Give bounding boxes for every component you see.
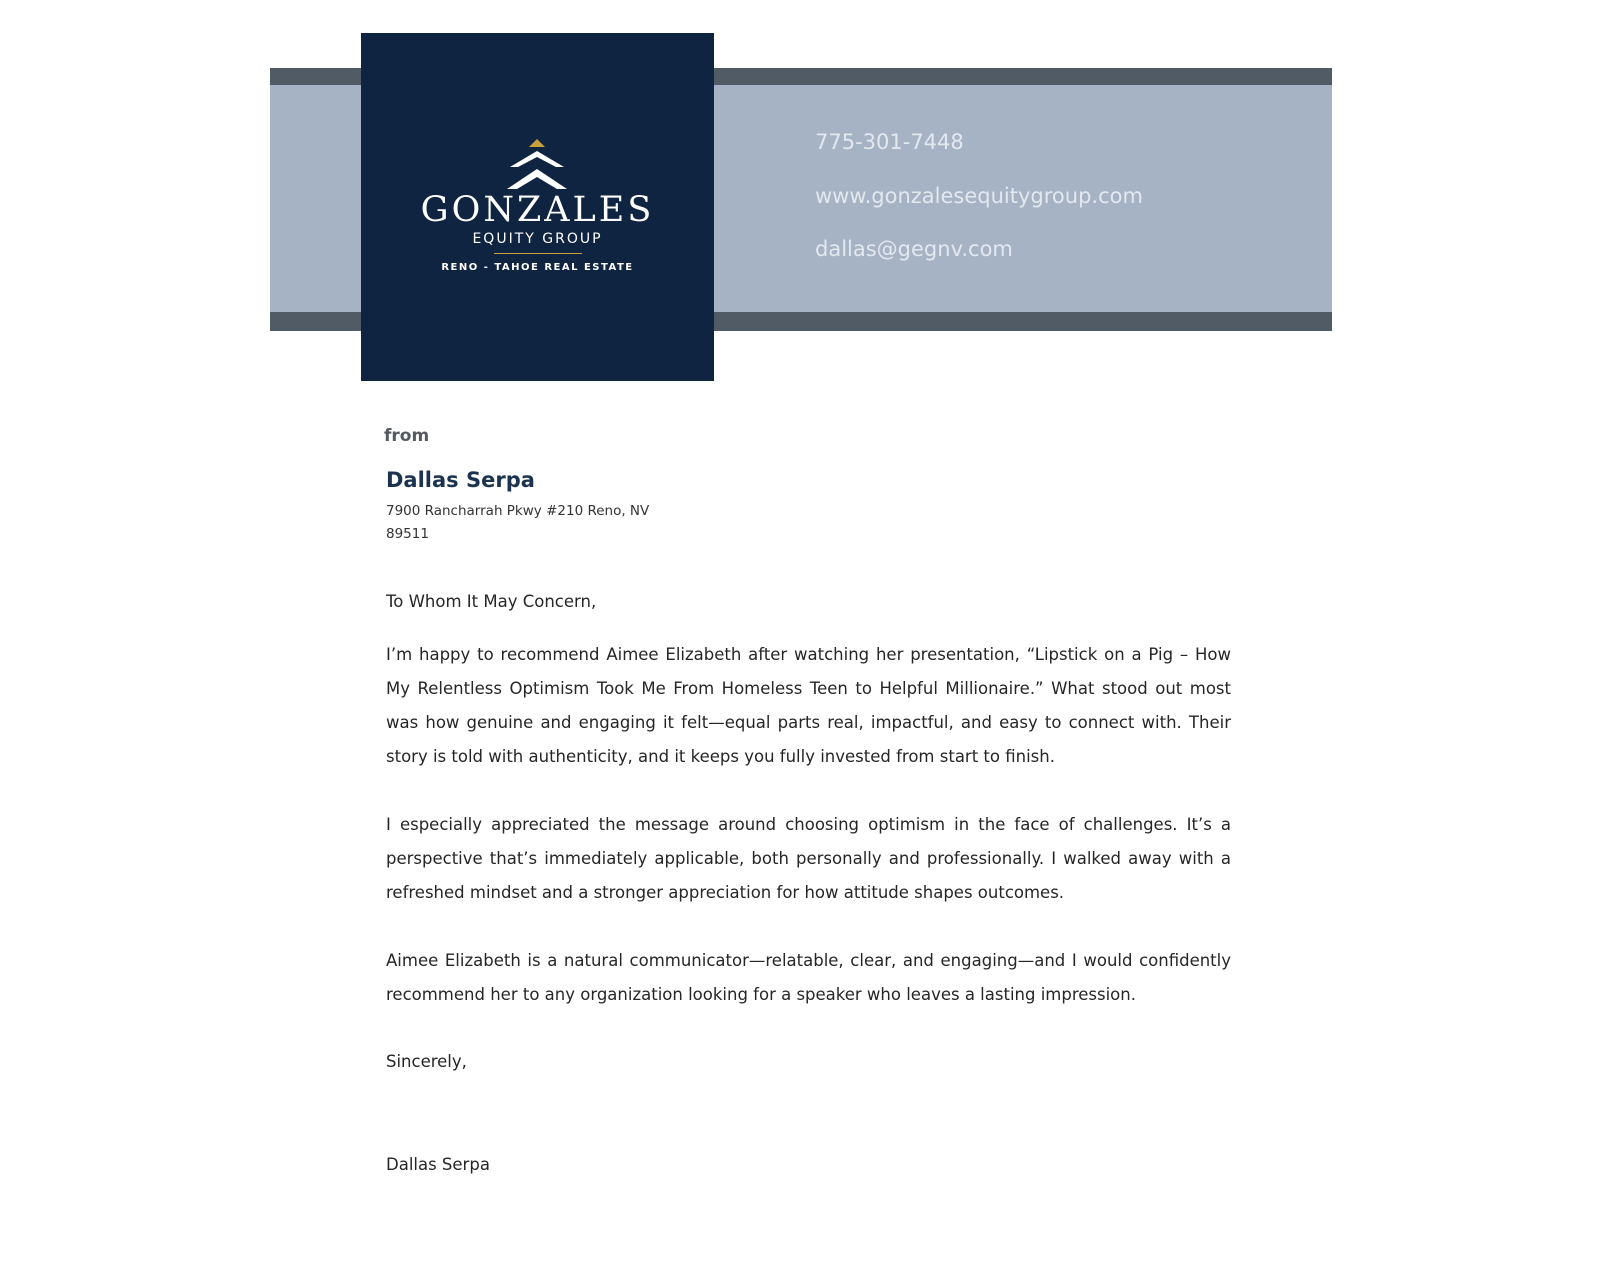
roof-chevron-icon: [504, 139, 570, 193]
contact-website: www.gonzalesequitygroup.com: [815, 184, 1143, 208]
sender-address-line2: 89511: [386, 526, 429, 542]
body-paragraph-1: I’m happy to recommend Aimee Elizabeth after watching her presentation, “Lipstick on a Pig – How My Relentless Optimism Took Me From Homeless Teen to Helpful Millionaire.” What stood out most was how genuine and engaging it felt—equal parts real, impactful, and easy to connect with. Their story is told with authenticity, and it keeps you fully invested from start to finish.: [386, 645, 1231, 766]
from-label: from: [384, 426, 430, 446]
logo-divider: [494, 253, 582, 254]
logo-tagline: RENO - TAHOE REAL ESTATE: [441, 262, 634, 273]
closing: Sincerely,: [386, 1052, 467, 1071]
contact-phone: 775-301-7448: [815, 130, 964, 154]
signature-name: Dallas Serpa: [386, 1155, 490, 1174]
company-logo: [361, 33, 714, 381]
logo-subtitle: EQUITY GROUP: [472, 231, 603, 247]
contact-email: dallas@gegnv.com: [815, 237, 1013, 261]
salutation: To Whom It May Concern,: [386, 592, 597, 611]
body-paragraph-2: I especially appreciated the message around choosing optimism in the face of challenges. It’s a perspective that’s immediately applicable, both personally and professionally. I walked away with a refreshed mindset and a stronger appreciation for how attitude shapes outcomes.: [386, 815, 1231, 902]
sender-address: [386, 500, 686, 546]
body-paragraph-3: Aimee Elizabeth is a natural communicator—relatable, clear, and engaging—and I would confidently recommend her to any organization looking for a speaker who leaves a lasting impression.: [386, 951, 1231, 1004]
sender-address-line1: 7900 Rancharrah Pkwy #210 Reno, NV: [386, 503, 650, 519]
sender-name: Dallas Serpa: [386, 468, 535, 492]
logo-company-name: GONZALES: [420, 190, 655, 230]
